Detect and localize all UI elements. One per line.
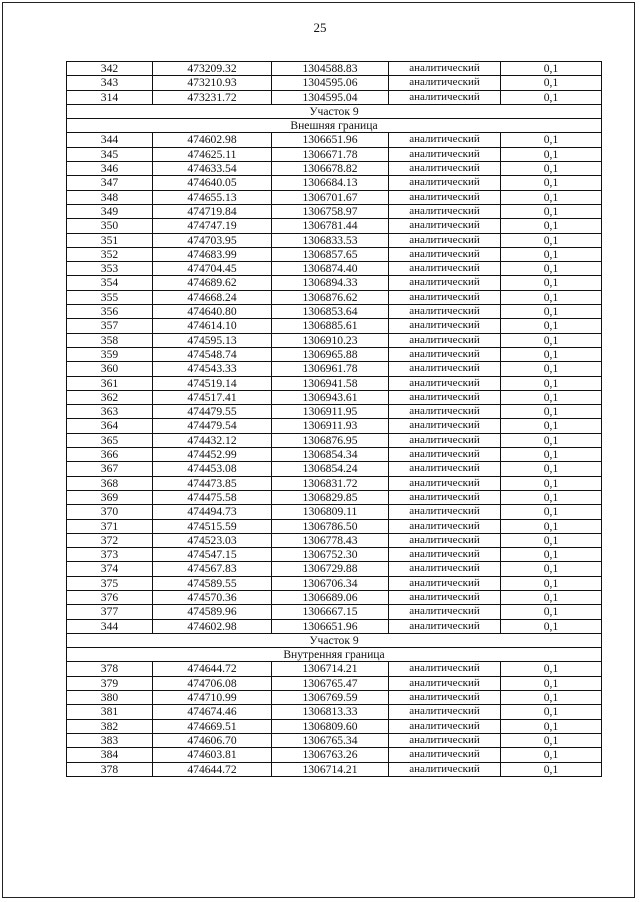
method: аналитический <box>389 619 501 633</box>
method: аналитический <box>389 162 501 176</box>
coordinate-y: 1306809.60 <box>272 719 389 733</box>
coordinate-x: 474674.46 <box>153 705 272 719</box>
coordinate-x: 474479.55 <box>153 405 272 419</box>
table-row <box>67 676 602 690</box>
accuracy: 0,1 <box>501 305 602 319</box>
method: аналитический <box>389 448 501 462</box>
coordinate-x: 474473.85 <box>153 476 272 490</box>
coordinate-x: 474589.55 <box>153 576 272 590</box>
accuracy: 0,1 <box>501 76 602 90</box>
point-number: 378 <box>67 662 153 676</box>
table-row <box>67 590 602 604</box>
coordinate-y: 1304588.83 <box>272 62 389 76</box>
method: аналитический <box>389 347 501 361</box>
accuracy: 0,1 <box>501 90 602 104</box>
method: аналитический <box>389 576 501 590</box>
coordinate-y: 1306671.78 <box>272 147 389 161</box>
method: аналитический <box>389 705 501 719</box>
point-number: 345 <box>67 147 153 161</box>
coordinate-y: 1306894.33 <box>272 276 389 290</box>
accuracy: 0,1 <box>501 390 602 404</box>
accuracy: 0,1 <box>501 490 602 504</box>
accuracy: 0,1 <box>501 319 602 333</box>
accuracy: 0,1 <box>501 576 602 590</box>
point-number: 364 <box>67 419 153 433</box>
accuracy: 0,1 <box>501 419 602 433</box>
coordinate-y: 1306853.64 <box>272 305 389 319</box>
accuracy: 0,1 <box>501 362 602 376</box>
method: аналитический <box>389 176 501 190</box>
accuracy: 0,1 <box>501 719 602 733</box>
point-number: 378 <box>67 762 153 776</box>
point-number: 350 <box>67 219 153 233</box>
table-row <box>67 390 602 404</box>
coordinate-y: 1306961.78 <box>272 362 389 376</box>
coordinate-x: 474432.12 <box>153 433 272 447</box>
coordinate-y: 1306943.61 <box>272 390 389 404</box>
point-number: 376 <box>67 590 153 604</box>
method: аналитический <box>389 676 501 690</box>
coordinate-y: 1306689.06 <box>272 590 389 604</box>
coordinate-y: 1306854.34 <box>272 448 389 462</box>
method: аналитический <box>389 390 501 404</box>
coordinate-y: 1306765.34 <box>272 733 389 747</box>
table-row <box>67 476 602 490</box>
section-header-row <box>67 104 602 118</box>
accuracy: 0,1 <box>501 733 602 747</box>
coordinate-x: 474547.15 <box>153 548 272 562</box>
coordinate-y: 1306965.88 <box>272 347 389 361</box>
accuracy: 0,1 <box>501 219 602 233</box>
table-row <box>67 619 602 633</box>
coordinate-x: 474570.36 <box>153 590 272 604</box>
method: аналитический <box>389 362 501 376</box>
coordinate-y: 1306809.11 <box>272 505 389 519</box>
accuracy: 0,1 <box>501 748 602 762</box>
accuracy: 0,1 <box>501 619 602 633</box>
table-row <box>67 62 602 76</box>
method: аналитический <box>389 90 501 104</box>
coordinate-y: 1306786.50 <box>272 519 389 533</box>
coordinate-y: 1306857.65 <box>272 247 389 261</box>
accuracy: 0,1 <box>501 133 602 147</box>
accuracy: 0,1 <box>501 505 602 519</box>
point-number: 369 <box>67 490 153 504</box>
method: аналитический <box>389 490 501 504</box>
point-number: 344 <box>67 133 153 147</box>
table-row <box>67 691 602 705</box>
coordinate-y: 1306651.96 <box>272 133 389 147</box>
method: аналитический <box>389 433 501 447</box>
point-number: 367 <box>67 462 153 476</box>
point-number: 348 <box>67 190 153 204</box>
point-number: 352 <box>67 247 153 261</box>
point-number: 377 <box>67 605 153 619</box>
coordinate-x: 474475.58 <box>153 490 272 504</box>
method: аналитический <box>389 476 501 490</box>
coordinate-x: 474704.45 <box>153 262 272 276</box>
coordinate-x: 474683.99 <box>153 247 272 261</box>
coordinate-x: 474589.96 <box>153 605 272 619</box>
table-row <box>67 219 602 233</box>
point-number: 343 <box>67 76 153 90</box>
table-row <box>67 305 602 319</box>
point-number: 357 <box>67 319 153 333</box>
coordinate-y: 1306701.67 <box>272 190 389 204</box>
point-number: 353 <box>67 262 153 276</box>
table-row <box>67 490 602 504</box>
accuracy: 0,1 <box>501 691 602 705</box>
accuracy: 0,1 <box>501 204 602 218</box>
method: аналитический <box>389 719 501 733</box>
point-number: 358 <box>67 333 153 347</box>
table-row <box>67 290 602 304</box>
table-row <box>67 562 602 576</box>
method: аналитический <box>389 76 501 90</box>
method: аналитический <box>389 233 501 247</box>
table-row <box>67 762 602 776</box>
coordinate-y: 1306911.95 <box>272 405 389 419</box>
accuracy: 0,1 <box>501 462 602 476</box>
coordinate-y: 1306758.97 <box>272 204 389 218</box>
method: аналитический <box>389 190 501 204</box>
coordinate-y: 1306813.33 <box>272 705 389 719</box>
table-row <box>67 162 602 176</box>
method: аналитический <box>389 276 501 290</box>
method: аналитический <box>389 605 501 619</box>
table-row <box>67 90 602 104</box>
page-number: 25 <box>313 20 327 35</box>
coordinate-y: 1306729.88 <box>272 562 389 576</box>
coordinate-y: 1306885.61 <box>272 319 389 333</box>
accuracy: 0,1 <box>501 605 602 619</box>
table-row <box>67 204 602 218</box>
coordinate-y: 1306833.53 <box>272 233 389 247</box>
table-row <box>67 433 602 447</box>
table-row <box>67 505 602 519</box>
coordinate-y: 1306667.15 <box>272 605 389 619</box>
accuracy: 0,1 <box>501 262 602 276</box>
table-row <box>67 733 602 747</box>
coordinate-x: 474710.99 <box>153 691 272 705</box>
table-row <box>67 376 602 390</box>
point-number: 344 <box>67 619 153 633</box>
table-row <box>67 176 602 190</box>
accuracy: 0,1 <box>501 476 602 490</box>
coordinate-x: 474606.70 <box>153 733 272 747</box>
coordinate-x: 474602.98 <box>153 133 272 147</box>
coordinate-x: 473210.93 <box>153 76 272 90</box>
coordinate-x: 474703.95 <box>153 233 272 247</box>
coordinate-y: 1306778.43 <box>272 533 389 547</box>
method: аналитический <box>389 219 501 233</box>
table-row <box>67 333 602 347</box>
point-number: 361 <box>67 376 153 390</box>
table-row <box>67 462 602 476</box>
method: аналитический <box>389 290 501 304</box>
method: аналитический <box>389 419 501 433</box>
coordinate-x: 474640.80 <box>153 305 272 319</box>
point-number: 354 <box>67 276 153 290</box>
point-number: 360 <box>67 362 153 376</box>
table-row <box>67 719 602 733</box>
coordinate-x: 474548.74 <box>153 347 272 361</box>
accuracy: 0,1 <box>501 347 602 361</box>
accuracy: 0,1 <box>501 405 602 419</box>
section-title: Участок 9 <box>67 633 602 647</box>
accuracy: 0,1 <box>501 247 602 261</box>
coordinate-x: 474519.14 <box>153 376 272 390</box>
coordinate-y: 1306752.30 <box>272 548 389 562</box>
coordinate-y: 1306911.93 <box>272 419 389 433</box>
method: аналитический <box>389 147 501 161</box>
accuracy: 0,1 <box>501 290 602 304</box>
point-number: 372 <box>67 533 153 547</box>
point-number: 384 <box>67 748 153 762</box>
accuracy: 0,1 <box>501 376 602 390</box>
coordinate-y: 1306831.72 <box>272 476 389 490</box>
coordinate-y: 1306678.82 <box>272 162 389 176</box>
method: аналитический <box>389 376 501 390</box>
subsection-header-row <box>67 648 602 662</box>
table-row <box>67 347 602 361</box>
point-number: 356 <box>67 305 153 319</box>
table-row <box>67 705 602 719</box>
coordinate-x: 473209.32 <box>153 62 272 76</box>
coordinate-x: 474644.72 <box>153 762 272 776</box>
accuracy: 0,1 <box>501 705 602 719</box>
point-number: 381 <box>67 705 153 719</box>
point-number: 370 <box>67 505 153 519</box>
point-number: 383 <box>67 733 153 747</box>
accuracy: 0,1 <box>501 176 602 190</box>
table-row <box>67 262 602 276</box>
coordinate-y: 1306765.47 <box>272 676 389 690</box>
point-number: 368 <box>67 476 153 490</box>
method: аналитический <box>389 762 501 776</box>
point-number: 382 <box>67 719 153 733</box>
coordinate-x: 474543.33 <box>153 362 272 376</box>
coordinate-x: 474479.54 <box>153 419 272 433</box>
coordinate-x: 474625.11 <box>153 147 272 161</box>
point-number: 349 <box>67 204 153 218</box>
coordinate-x: 474595.13 <box>153 333 272 347</box>
method: аналитический <box>389 548 501 562</box>
accuracy: 0,1 <box>501 676 602 690</box>
accuracy: 0,1 <box>501 147 602 161</box>
method: аналитический <box>389 305 501 319</box>
coordinate-x: 474689.62 <box>153 276 272 290</box>
coordinate-y: 1306714.21 <box>272 762 389 776</box>
coordinate-y: 1306763.26 <box>272 748 389 762</box>
table-row <box>67 605 602 619</box>
method: аналитический <box>389 262 501 276</box>
table-row <box>67 662 602 676</box>
coordinate-x: 474644.72 <box>153 662 272 676</box>
accuracy: 0,1 <box>501 448 602 462</box>
coordinate-x: 474655.13 <box>153 190 272 204</box>
table-row <box>67 748 602 762</box>
table-row <box>67 419 602 433</box>
table-row <box>67 519 602 533</box>
coordinate-x: 474452.99 <box>153 448 272 462</box>
accuracy: 0,1 <box>501 333 602 347</box>
accuracy: 0,1 <box>501 519 602 533</box>
table-row <box>67 190 602 204</box>
coordinate-y: 1304595.06 <box>272 76 389 90</box>
coordinate-y: 1306781.44 <box>272 219 389 233</box>
point-number: 363 <box>67 405 153 419</box>
method: аналитический <box>389 204 501 218</box>
table-row <box>67 362 602 376</box>
point-number: 375 <box>67 576 153 590</box>
method: аналитический <box>389 505 501 519</box>
point-number: 374 <box>67 562 153 576</box>
coordinate-x: 474523.03 <box>153 533 272 547</box>
coordinate-y: 1306714.21 <box>272 662 389 676</box>
table-row <box>67 133 602 147</box>
coordinate-y: 1306829.85 <box>272 490 389 504</box>
point-number: 365 <box>67 433 153 447</box>
method: аналитический <box>389 405 501 419</box>
table-row <box>67 576 602 590</box>
point-number: 366 <box>67 448 153 462</box>
coordinate-x: 474633.54 <box>153 162 272 176</box>
method: аналитический <box>389 519 501 533</box>
table-row <box>67 533 602 547</box>
accuracy: 0,1 <box>501 433 602 447</box>
coordinate-x: 474640.05 <box>153 176 272 190</box>
method: аналитический <box>389 562 501 576</box>
subsection-title: Внешняя граница <box>67 119 602 133</box>
table-row <box>67 319 602 333</box>
coordinate-y: 1306684.13 <box>272 176 389 190</box>
accuracy: 0,1 <box>501 276 602 290</box>
coordinate-x: 474567.83 <box>153 562 272 576</box>
coordinate-y: 1306910.23 <box>272 333 389 347</box>
method: аналитический <box>389 590 501 604</box>
coordinates-table <box>66 61 602 777</box>
coordinate-x: 474515.59 <box>153 519 272 533</box>
coordinates-table-body <box>67 62 602 777</box>
method: аналитический <box>389 533 501 547</box>
coordinate-y: 1306874.40 <box>272 262 389 276</box>
table-row <box>67 147 602 161</box>
point-number: 347 <box>67 176 153 190</box>
point-number: 380 <box>67 691 153 705</box>
accuracy: 0,1 <box>501 548 602 562</box>
accuracy: 0,1 <box>501 62 602 76</box>
coordinate-x: 474614.10 <box>153 319 272 333</box>
method: аналитический <box>389 691 501 705</box>
accuracy: 0,1 <box>501 190 602 204</box>
method: аналитический <box>389 133 501 147</box>
point-number: 362 <box>67 390 153 404</box>
table-row <box>67 276 602 290</box>
point-number: 371 <box>67 519 153 533</box>
coordinate-y: 1304595.04 <box>272 90 389 104</box>
coordinate-y: 1306876.62 <box>272 290 389 304</box>
method: аналитический <box>389 733 501 747</box>
method: аналитический <box>389 662 501 676</box>
coordinate-y: 1306876.95 <box>272 433 389 447</box>
point-number: 379 <box>67 676 153 690</box>
accuracy: 0,1 <box>501 533 602 547</box>
table-row <box>67 448 602 462</box>
method: аналитический <box>389 462 501 476</box>
table-row <box>67 76 602 90</box>
coordinate-x: 474494.73 <box>153 505 272 519</box>
method: аналитический <box>389 748 501 762</box>
table-row <box>67 247 602 261</box>
coordinate-y: 1306706.34 <box>272 576 389 590</box>
coordinate-x: 474603.81 <box>153 748 272 762</box>
table-row <box>67 233 602 247</box>
point-number: 342 <box>67 62 153 76</box>
accuracy: 0,1 <box>501 562 602 576</box>
coordinate-x: 474706.08 <box>153 676 272 690</box>
point-number: 355 <box>67 290 153 304</box>
coordinate-x: 474747.19 <box>153 219 272 233</box>
subsection-header-row <box>67 119 602 133</box>
accuracy: 0,1 <box>501 662 602 676</box>
coordinate-x: 474453.08 <box>153 462 272 476</box>
method: аналитический <box>389 319 501 333</box>
coordinate-y: 1306854.24 <box>272 462 389 476</box>
section-title: Участок 9 <box>67 104 602 118</box>
coordinate-x: 473231.72 <box>153 90 272 104</box>
method: аналитический <box>389 333 501 347</box>
method: аналитический <box>389 62 501 76</box>
point-number: 359 <box>67 347 153 361</box>
section-header-row <box>67 633 602 647</box>
table-row <box>67 405 602 419</box>
point-number: 346 <box>67 162 153 176</box>
accuracy: 0,1 <box>501 233 602 247</box>
coordinate-x: 474602.98 <box>153 619 272 633</box>
table-row <box>67 548 602 562</box>
point-number: 373 <box>67 548 153 562</box>
coordinate-x: 474517.41 <box>153 390 272 404</box>
point-number: 314 <box>67 90 153 104</box>
point-number: 351 <box>67 233 153 247</box>
accuracy: 0,1 <box>501 762 602 776</box>
coordinate-y: 1306769.59 <box>272 691 389 705</box>
coordinate-x: 474669.51 <box>153 719 272 733</box>
accuracy: 0,1 <box>501 162 602 176</box>
subsection-title: Внутренняя граница <box>67 648 602 662</box>
accuracy: 0,1 <box>501 590 602 604</box>
coordinate-x: 474668.24 <box>153 290 272 304</box>
coordinate-y: 1306651.96 <box>272 619 389 633</box>
method: аналитический <box>389 247 501 261</box>
coordinate-y: 1306941.58 <box>272 376 389 390</box>
coordinate-x: 474719.84 <box>153 204 272 218</box>
